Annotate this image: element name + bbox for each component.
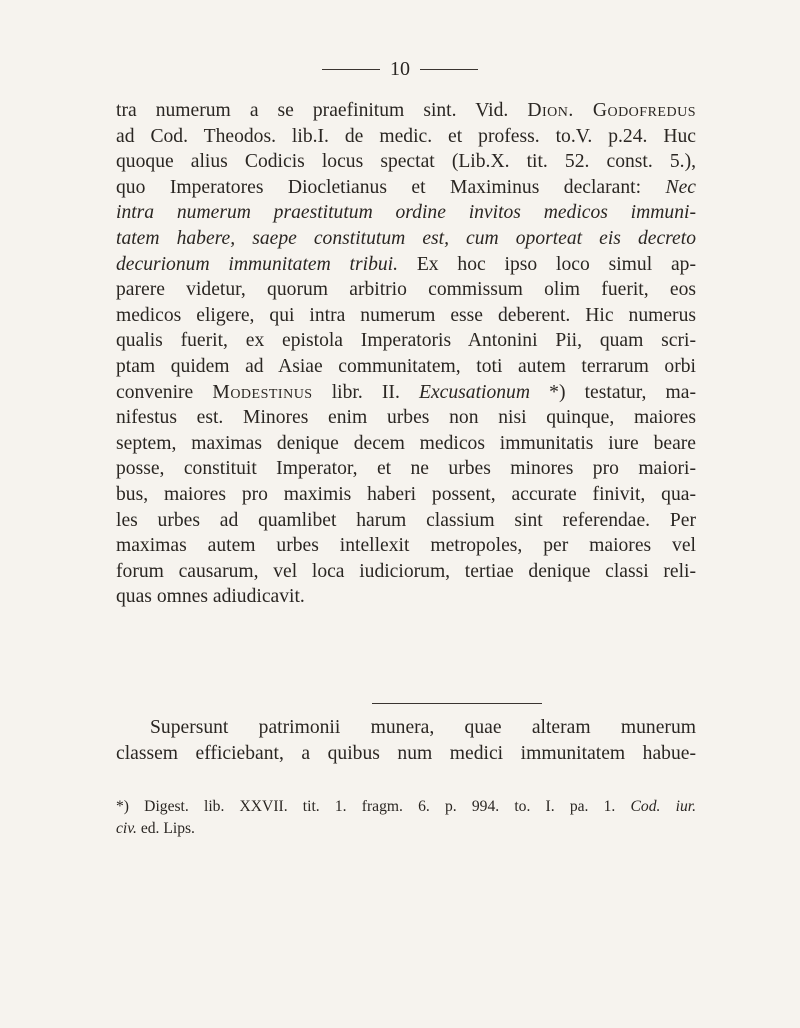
text-line	[116, 431, 696, 457]
text-run: quoque alius Codicis locus spectat (Lib.X. tit. 52. const. 5.),	[116, 151, 696, 173]
text-run: *) Digest. lib. XXVII. tit. 1. fragm. 6. p. 994. to. I. pa. 1.	[116, 798, 631, 815]
text-run: quas omnes adiudicavit.	[116, 586, 305, 608]
text-run: ad Cod. Theodos. lib.I. de medic. et profess. to.V. p.24. Huc	[116, 125, 696, 147]
text-line	[116, 98, 696, 124]
page-number: 10	[390, 58, 410, 80]
text-run: convenire	[116, 381, 213, 403]
text-run: les urbes ad quamlibet harum classium sint referendae. Per	[116, 509, 696, 531]
text-run: maximas autem urbes intellexit metropoles, per maiores vel	[116, 535, 696, 557]
small-caps-name: Modestinus	[212, 381, 313, 403]
text-run: bus, maiores pro maximis haberi possent, accurate finivit, qua-	[116, 483, 696, 505]
text-line	[116, 559, 696, 585]
page-header	[0, 58, 800, 81]
text-line	[116, 200, 696, 226]
text-run: medicos eligere, qui intra numerum esse deberent. Hic numerus	[116, 304, 696, 326]
text-run: forum causarum, vel loca iudiciorum, tertiae denique classi reli-	[116, 560, 696, 582]
text-line	[116, 303, 696, 329]
text-line	[116, 508, 696, 534]
text-line	[116, 252, 696, 278]
text-line	[116, 533, 696, 559]
footnote-line	[116, 818, 696, 840]
text-line	[116, 354, 696, 380]
main-paragraph	[116, 98, 696, 610]
italic-text: intra numerum praestitutum ordine invitos medicos immuni-	[116, 202, 696, 224]
italic-text: decurionum immunitatem tribui.	[116, 253, 399, 275]
text-line	[116, 584, 696, 610]
small-caps-name: Godofredus	[592, 100, 696, 121]
italic-text: civ.	[116, 820, 137, 837]
footnote	[116, 796, 696, 840]
text-line	[116, 175, 696, 201]
italic-text: tatem habere, saepe constitutum est, cum oporteat eis decreto	[116, 227, 696, 249]
text-line	[116, 226, 696, 252]
text-run: parere videtur, quorum arbitrio commissum olim fuerit, eos	[116, 279, 696, 301]
italic-text: Nec	[665, 176, 696, 198]
text-run: Supersunt patrimonii munera, quae alteram munerum	[150, 717, 696, 738]
text-run: nifestus est. Minores enim urbes non nisi quinque, maiores	[116, 407, 696, 429]
text-line	[116, 715, 696, 741]
text-line	[116, 482, 696, 508]
text-run: quo Imperatores Diocletianus et Maximinus declarant:	[116, 176, 666, 198]
text-run: classem efficiebant, a quibus num medici immunitatem habue-	[116, 743, 696, 764]
text-run: posse, constituit Imperator, et ne urbes minores pro maiori-	[116, 458, 696, 480]
text-run: ed. Lips.	[136, 820, 195, 837]
text-run: tra numerum a se praefinitum sint. Vid.	[116, 100, 528, 121]
text-run	[574, 100, 593, 121]
second-paragraph	[116, 715, 696, 767]
text-line	[116, 456, 696, 482]
italic-text: Excusationum	[419, 381, 531, 403]
text-run: libr. II.	[312, 381, 419, 403]
text-line	[116, 741, 696, 767]
header-rule-left	[322, 69, 380, 70]
text-line	[116, 380, 696, 406]
section-divider	[372, 703, 542, 704]
text-line	[116, 405, 696, 431]
text-line	[116, 149, 696, 175]
text-run: Ex hoc ipso loco simul ap-	[398, 253, 696, 275]
text-run: *) testatur, ma-	[530, 381, 697, 403]
text-line	[116, 124, 696, 150]
footnote-line	[116, 796, 696, 818]
text-run: septem, maximas denique decem medicos immunitatis iure beare	[116, 432, 696, 454]
text-line	[116, 277, 696, 303]
italic-text: Cod. iur.	[630, 798, 696, 815]
text-run: ptam quidem ad Asiae communitatem, toti autem terrarum orbi	[116, 355, 696, 377]
text-run: qualis fuerit, ex epistola Imperatoris Antonini Pii, quam scri-	[116, 330, 696, 352]
small-caps-name: Dion.	[527, 100, 574, 121]
header-rule-right	[420, 69, 478, 70]
text-line	[116, 328, 696, 354]
